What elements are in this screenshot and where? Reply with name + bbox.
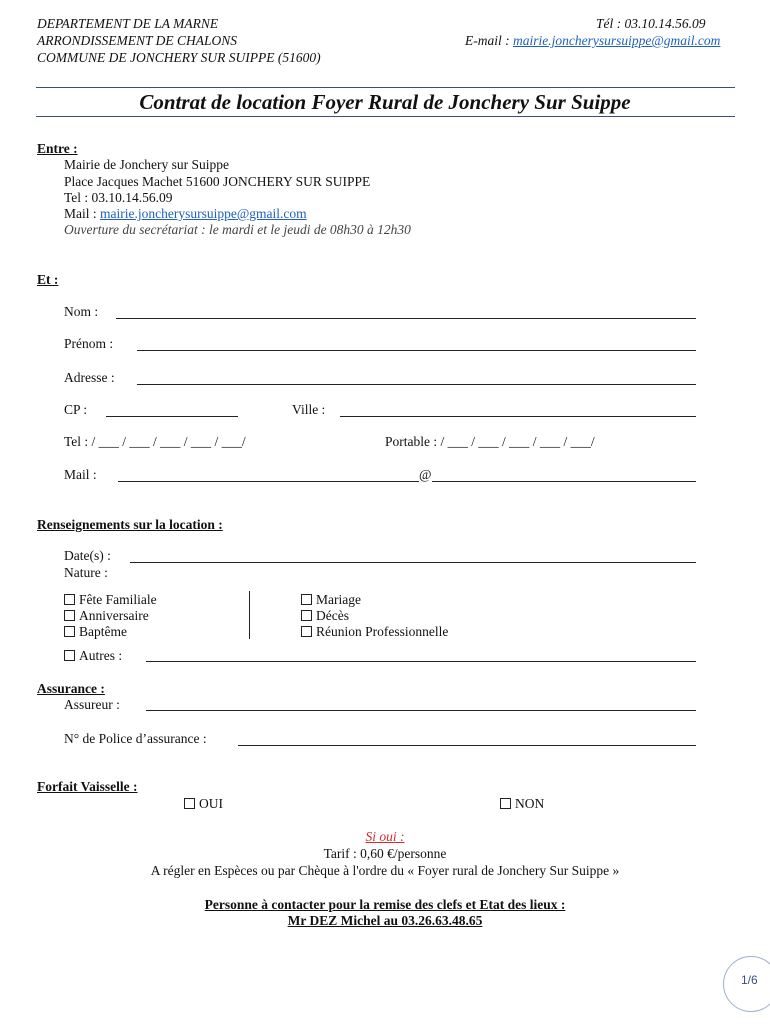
- si-oui-label: Si oui :: [365, 829, 405, 844]
- cp-field[interactable]: [106, 416, 238, 417]
- entre-mail-link[interactable]: mairie.joncherysursuippe@gmail.com: [100, 206, 307, 221]
- option-label: Décès: [316, 608, 349, 623]
- entre-mail-label: Mail :: [64, 206, 100, 221]
- option-fete-familiale[interactable]: [64, 592, 157, 608]
- header-email-link[interactable]: mairie.joncherysursuippe@gmail.com: [513, 33, 721, 48]
- vaisselle-heading: Forfait Vaisselle :: [37, 779, 138, 794]
- entre-mail-row: [64, 206, 307, 222]
- assureur-field[interactable]: [146, 710, 696, 711]
- option-bapteme[interactable]: [64, 624, 127, 640]
- entre-line-2: Place Jacques Machet 51600 JONCHERY SUR SUIPPE: [64, 174, 371, 189]
- prenom-label: Prénom :: [64, 336, 114, 351]
- option-label: Fête Familiale: [79, 592, 157, 607]
- entre-heading: Entre :: [37, 141, 78, 156]
- mail-label: Mail :: [64, 467, 97, 482]
- header-email-label: E-mail :: [465, 33, 513, 48]
- nature-label: Nature :: [64, 565, 108, 580]
- police-label: N° de Police d’assurance :: [64, 731, 207, 746]
- police-field[interactable]: [238, 745, 696, 746]
- location-heading: Renseignements sur la location :: [37, 517, 223, 532]
- nom-label: Nom :: [64, 304, 99, 319]
- checkbox-icon: [184, 798, 195, 809]
- non-label: NON: [515, 796, 545, 811]
- page-number: 1/6: [741, 973, 758, 987]
- option-label: Anniversaire: [79, 608, 149, 623]
- ville-field[interactable]: [340, 416, 696, 417]
- entre-line-3: Tel : 03.10.14.56.09: [64, 190, 173, 205]
- adresse-field[interactable]: [137, 384, 696, 385]
- dates-label: Date(s) :: [64, 548, 111, 563]
- mail-field-user[interactable]: [118, 481, 419, 482]
- contact-heading: Personne à contacter pour la remise des clefs et Etat des lieux :: [204, 897, 566, 912]
- ville-label: Ville :: [292, 402, 326, 417]
- entre-hours: Ouverture du secrétariat : le mardi et le jeudi de 08h30 à 12h30: [64, 222, 411, 237]
- portable-field[interactable]: Portable : / ___ / ___ / ___ / ___ / ___/: [385, 434, 595, 449]
- option-anniversaire[interactable]: [64, 608, 149, 624]
- header-arrondissement: ARRONDISSEMENT DE CHALONS: [37, 33, 238, 48]
- entre-line-1: Mairie de Jonchery sur Suippe: [64, 157, 229, 172]
- option-deces[interactable]: [301, 608, 349, 624]
- checkbox-icon: [301, 610, 312, 621]
- checkbox-icon: [64, 594, 75, 605]
- checkbox-icon: [64, 610, 75, 621]
- option-label: Mariage: [316, 592, 361, 607]
- et-heading: Et :: [37, 272, 59, 287]
- contact-person: Mr DEZ Michel au 03.26.63.48.65: [287, 913, 483, 928]
- checkbox-icon: [301, 626, 312, 637]
- option-autres[interactable]: [64, 648, 122, 664]
- option-mariage[interactable]: [301, 592, 361, 608]
- nom-field[interactable]: [116, 318, 696, 319]
- option-label: Réunion Professionnelle: [316, 624, 449, 639]
- mail-field-domain[interactable]: [432, 481, 696, 482]
- header-commune: COMMUNE DE JONCHERY SUR SUIPPE (51600): [37, 50, 321, 65]
- oui-label: OUI: [199, 796, 223, 811]
- cp-label: CP :: [64, 402, 88, 417]
- tarif-text: Tarif : 0,60 €/personne: [323, 846, 447, 861]
- option-label: Baptême: [79, 624, 127, 639]
- option-reunion-professionnelle[interactable]: [301, 624, 448, 640]
- option-label: Autres :: [79, 648, 123, 663]
- adresse-label: Adresse :: [64, 370, 115, 385]
- vaisselle-oui[interactable]: [184, 796, 223, 812]
- checkbox-icon: [64, 650, 75, 661]
- assurance-heading: Assurance :: [37, 681, 105, 696]
- assureur-label: Assureur :: [64, 697, 120, 712]
- checkbox-icon: [301, 594, 312, 605]
- autres-field[interactable]: [146, 661, 696, 662]
- dates-field[interactable]: [130, 562, 696, 563]
- header-email-row: [465, 33, 720, 49]
- title-rule-bottom: [36, 116, 735, 117]
- vaisselle-non[interactable]: [500, 796, 544, 812]
- payment-text: A régler en Espèces ou par Chèque à l'ordre du « Foyer rural de Jonchery Sur Suippe »: [150, 863, 620, 878]
- prenom-field[interactable]: [137, 350, 696, 351]
- checkbox-icon: [64, 626, 75, 637]
- document-title: Contrat de location Foyer Rural de Jonchery Sur Suippe: [139, 90, 631, 114]
- options-divider: [249, 591, 250, 639]
- header-phone: Tél : 03.10.14.56.09: [596, 16, 706, 31]
- tel-field[interactable]: Tel : / ___ / ___ / ___ / ___ / ___/: [64, 434, 246, 449]
- mail-at-sign: @: [419, 467, 432, 482]
- checkbox-icon: [500, 798, 511, 809]
- title-rule-top: [36, 87, 735, 88]
- header-department: DEPARTEMENT DE LA MARNE: [37, 16, 219, 31]
